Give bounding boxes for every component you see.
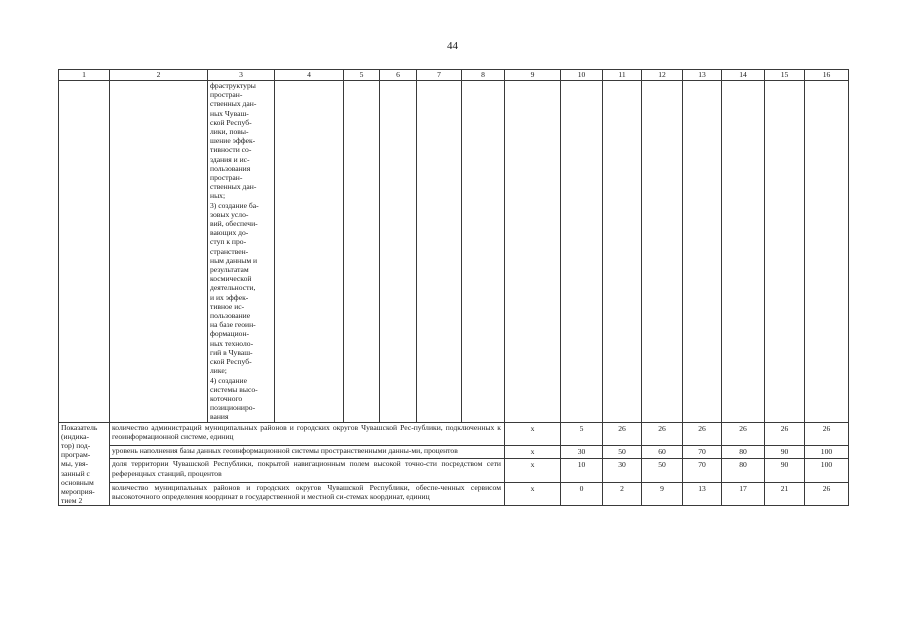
indicator-row (59, 482, 849, 505)
column-number: 1 (59, 70, 110, 81)
empty-cell (275, 81, 344, 423)
indicator-value: 0 (561, 482, 603, 505)
indicator-value: 26 (603, 422, 642, 445)
indicator-value: 5 (561, 422, 603, 445)
indicator-value: x (505, 445, 561, 459)
column-number: 4 (275, 70, 344, 81)
indicator-value: 9 (642, 482, 683, 505)
indicator-value: 30 (603, 459, 642, 482)
indicator-value: 26 (805, 482, 849, 505)
column-number: 8 (462, 70, 505, 81)
page-number: 44 (447, 40, 458, 52)
empty-cell (59, 81, 110, 423)
column-number: 7 (417, 70, 462, 81)
indicator-value: 13 (683, 482, 722, 505)
indicator-name: доля территории Чувашской Республики, покрытой навигационным полем высокой точно-сти посредством сети референцных станций, процентов (110, 459, 505, 482)
indicator-value: 90 (765, 459, 805, 482)
continued-row (59, 81, 849, 423)
indicator-value: 26 (722, 422, 765, 445)
indicator-value: 21 (765, 482, 805, 505)
indicator-value: 100 (805, 445, 849, 459)
column-number-row (59, 70, 849, 81)
column-number: 6 (380, 70, 417, 81)
column-number: 11 (603, 70, 642, 81)
indicator-name: уровень наполнения базы данных геоинформационной системы пространственными данны-ми, процентов (110, 445, 505, 459)
continued-cell-text: фраструктуры простран- ственных дан- ных Чуваш- ской Респуб- лики, повы- шение эффек- тивности со- здания и ис- пользования простран- ственных дан- ных; 3) создание ба- зовых усло- вий, обеспечи- вающих до- ступ к про- странствен- ным данным и результатам космической деятельности, и их эффек- тивное ис- пользование на базе геоин- формацион- ных техноло- гий в Чуваш- ской Респуб- лике; 4) создание системы высо- коточного позициониро- вания (208, 81, 275, 423)
empty-cell (505, 81, 561, 423)
indicator-value: 50 (642, 459, 683, 482)
indicator-value: 26 (642, 422, 683, 445)
indicators-label: Показатель (индика- тор) под- програм- мы, увя- занный с основным мероприя- тием 2 (59, 422, 110, 506)
indicator-value: 26 (805, 422, 849, 445)
indicator-row (59, 445, 849, 459)
column-number: 14 (722, 70, 765, 81)
indicator-name: количество администраций муниципальных районов и городских округов Чувашской Рес-публики, подключенных к геоинформационной системе, единиц (110, 422, 505, 445)
column-number: 3 (208, 70, 275, 81)
indicator-table (58, 69, 849, 506)
indicator-value: 26 (765, 422, 805, 445)
empty-cell (805, 81, 849, 423)
indicator-value: 17 (722, 482, 765, 505)
indicator-value: 70 (683, 445, 722, 459)
indicator-value: 50 (603, 445, 642, 459)
indicator-value: 90 (765, 445, 805, 459)
indicator-value: 80 (722, 459, 765, 482)
indicator-value: x (505, 482, 561, 505)
indicator-value: 100 (805, 459, 849, 482)
indicator-value: 26 (683, 422, 722, 445)
indicator-value: 30 (561, 445, 603, 459)
empty-cell (765, 81, 805, 423)
empty-cell (722, 81, 765, 423)
empty-cell (561, 81, 603, 423)
indicator-row (59, 459, 849, 482)
indicator-row (59, 422, 849, 445)
indicator-value: x (505, 422, 561, 445)
empty-cell (642, 81, 683, 423)
indicator-value: x (505, 459, 561, 482)
indicator-name: количество муниципальных районов и городских округов Чувашской Республики, обеспе-ченных сервисом высокоточного определения координат в государственной и местной си-стемах координат, единиц (110, 482, 505, 505)
empty-cell (417, 81, 462, 423)
empty-cell (462, 81, 505, 423)
indicator-value: 80 (722, 445, 765, 459)
indicator-value: 60 (642, 445, 683, 459)
empty-cell (683, 81, 722, 423)
indicator-value: 70 (683, 459, 722, 482)
column-number: 10 (561, 70, 603, 81)
column-number: 2 (110, 70, 208, 81)
column-number: 5 (344, 70, 380, 81)
indicator-value: 10 (561, 459, 603, 482)
column-number: 15 (765, 70, 805, 81)
empty-cell (380, 81, 417, 423)
empty-cell (110, 81, 208, 423)
column-number: 9 (505, 70, 561, 81)
indicator-value: 2 (603, 482, 642, 505)
column-number: 16 (805, 70, 849, 81)
column-number: 12 (642, 70, 683, 81)
empty-cell (344, 81, 380, 423)
empty-cell (603, 81, 642, 423)
column-number: 13 (683, 70, 722, 81)
